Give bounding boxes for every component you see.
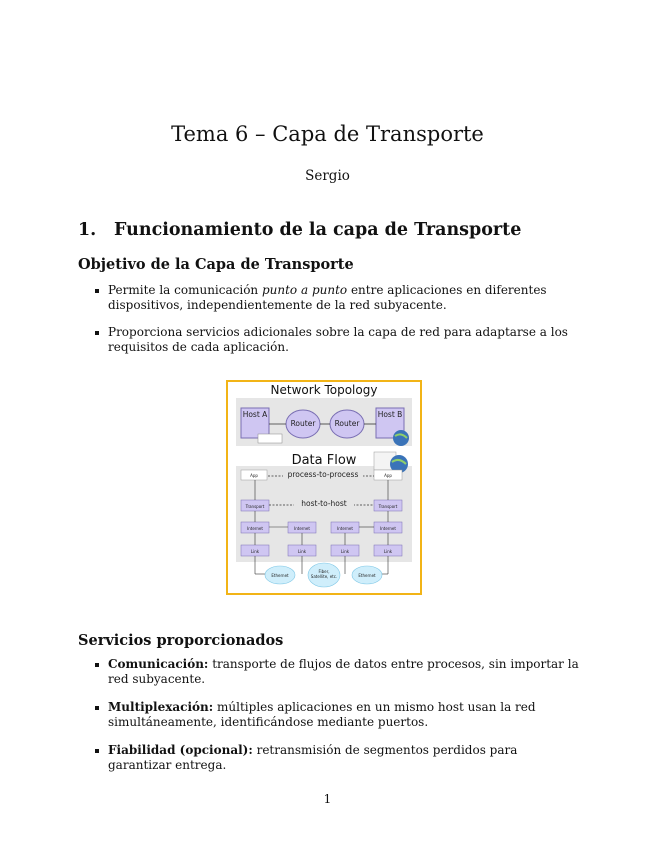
- list-item: Permite la comunicación punto a punto entre aplicaciones en diferentes dispositivos, independientemente de la red subyacente.: [108, 283, 580, 313]
- subsection-heading-servicios: Servicios proporcionados: [78, 632, 284, 649]
- figure-title-dataflow: Data Flow: [291, 453, 357, 468]
- document-author: Sergio: [305, 168, 350, 184]
- app-label-right: App: [384, 473, 392, 478]
- figure-title-topology: Network Topology: [270, 383, 378, 397]
- stack-label: Transport: [378, 504, 398, 509]
- stack-label: Internet: [247, 526, 263, 531]
- app-label-left: App: [250, 473, 258, 478]
- cloud-label: Ethernet: [358, 573, 376, 578]
- stack-label: Internet: [337, 526, 353, 531]
- router-2-label: Router: [334, 419, 360, 428]
- section-number: 1.: [78, 220, 97, 240]
- servicios-list: [108, 657, 580, 786]
- list-item: Proporciona servicios adicionales sobre la capa de red para adaptarse a los requisitos de cada aplicación.: [108, 325, 580, 355]
- cloud-label: Fiber, Satellite, etc.: [310, 569, 338, 579]
- computer-icon: [258, 434, 282, 443]
- cloud-label: Ethernet: [271, 573, 289, 578]
- document-title: Tema 6 – Capa de Transporte: [171, 122, 484, 146]
- stack-label: Link: [383, 549, 393, 554]
- stack-label: Link: [297, 549, 307, 554]
- subsection-heading-objetivo: Objetivo de la Capa de Transporte: [78, 256, 354, 273]
- host-a-label: Host A: [242, 410, 268, 419]
- emphasis-text: punto a punto: [261, 283, 348, 297]
- item-label: Fiabilidad (opcional):: [108, 743, 253, 757]
- list-item: Multiplexación: múltiples aplicaciones en un mismo host usan la red simultáneamente, identificándose mediante puertos.: [108, 700, 580, 730]
- stack-label: Internet: [294, 526, 310, 531]
- stack-label: Transport: [245, 504, 265, 509]
- item-label: Multiplexación:: [108, 700, 214, 714]
- list-item: Comunicación: transporte de flujos de datos entre procesos, sin importar la red subyacente.: [108, 657, 579, 686]
- section-title: Funcionamiento de la capa de Transporte: [114, 220, 522, 240]
- stack-label: Link: [250, 549, 260, 554]
- router-1-label: Router: [290, 419, 316, 428]
- host-to-host-label: host-to-host: [294, 499, 354, 508]
- stack-label: Link: [340, 549, 350, 554]
- process-to-process-label: process-to-process: [283, 470, 363, 479]
- item-label: Comunicación:: [108, 657, 209, 671]
- stack-label: Internet: [380, 526, 396, 531]
- network-topology-figure: [226, 380, 422, 595]
- page-number: 1: [323, 792, 332, 806]
- list-item: Fiabilidad (opcional): retransmisión de segmentos perdidos para garantizar entrega.: [108, 743, 580, 773]
- host-b-label: Host B: [377, 410, 403, 419]
- objetivo-list: [108, 283, 580, 367]
- section-heading: [78, 220, 521, 240]
